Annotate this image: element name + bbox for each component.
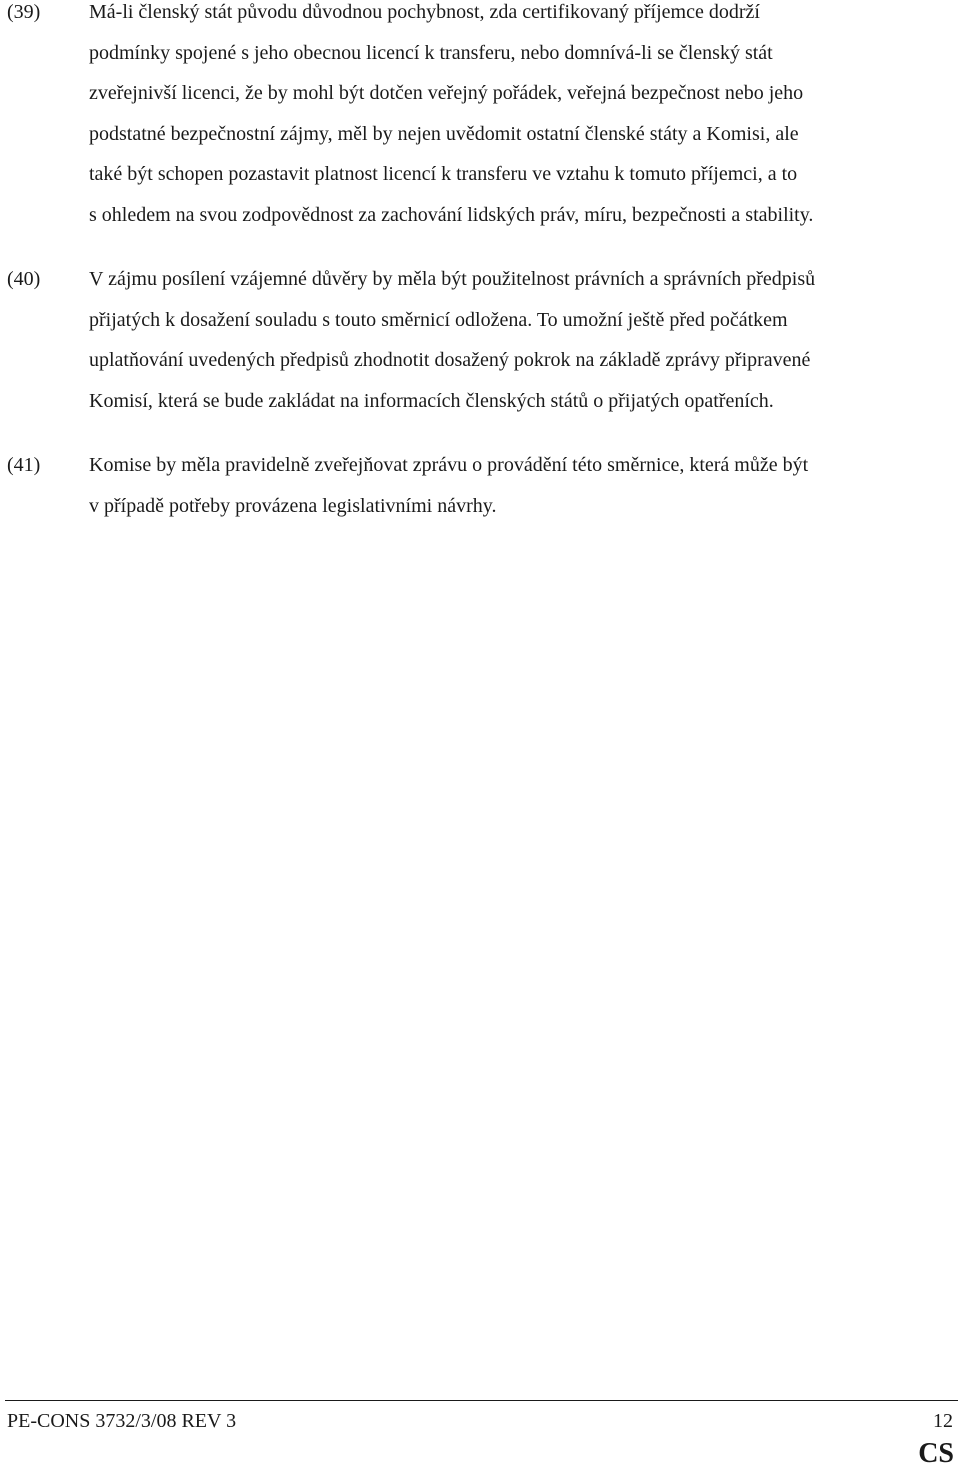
text-line: zveřejnivší licenci, že by mohl být dotčen veřejný pořádek, veřejná bezpečnost nebo jeho [89,82,804,104]
text-line: Komise by měla pravidelně zveřejňovat zprávu o provádění této směrnice, která může být [89,454,809,476]
text-line: podmínky spojené s jeho obecnou licencí k transferu, nebo domnívá-li se členský stát [89,41,773,64]
text-line: uplatňování uvedených předpisů zhodnotit dosažený pokrok na základě zprávy připravené [89,349,811,371]
recital-number: (39) [7,1,41,23]
recital-text [89,0,955,235]
text-line: s ohledem na svou zodpovědnost za zachování lidských práv, míru, bezpečnosti a stability. [89,203,814,226]
recital-number: (40) [7,268,41,290]
text-line: Má-li členský stát původu důvodnou pochybnost, zda certifikovaný příjemce dodrží [89,1,760,23]
footer-divider [5,1400,958,1401]
text-line: také být schopen pozastavit platnost licencí k transferu ve vztahu k tomuto příjemci, a to [89,163,798,185]
recital-text [89,259,955,421]
text-line: Komisí, která se bude zakládat na informacích členských států o přijatých opatřeních. [89,389,774,412]
text-line: V zájmu posílení vzájemné důvěry by měla být použitelnost právních a správních předpisů [89,268,816,290]
document-reference: PE-CONS 3732/3/08 REV 3 [7,1410,237,1432]
recital-number: (41) [7,454,41,476]
recital-text [89,445,955,526]
text-line: podstatné bezpečnostní zájmy, měl by nejen uvědomit ostatní členské státy a Komisi, ale [89,122,799,145]
text-line: přijatých k dosažení souladu s touto směrnicí odložena. To umožní ještě před počátkem [89,308,788,331]
page-number: 12 [933,1410,953,1432]
text-line: v případě potřeby provázena legislativními návrhy. [89,494,497,517]
language-code: CS [918,1438,954,1469]
